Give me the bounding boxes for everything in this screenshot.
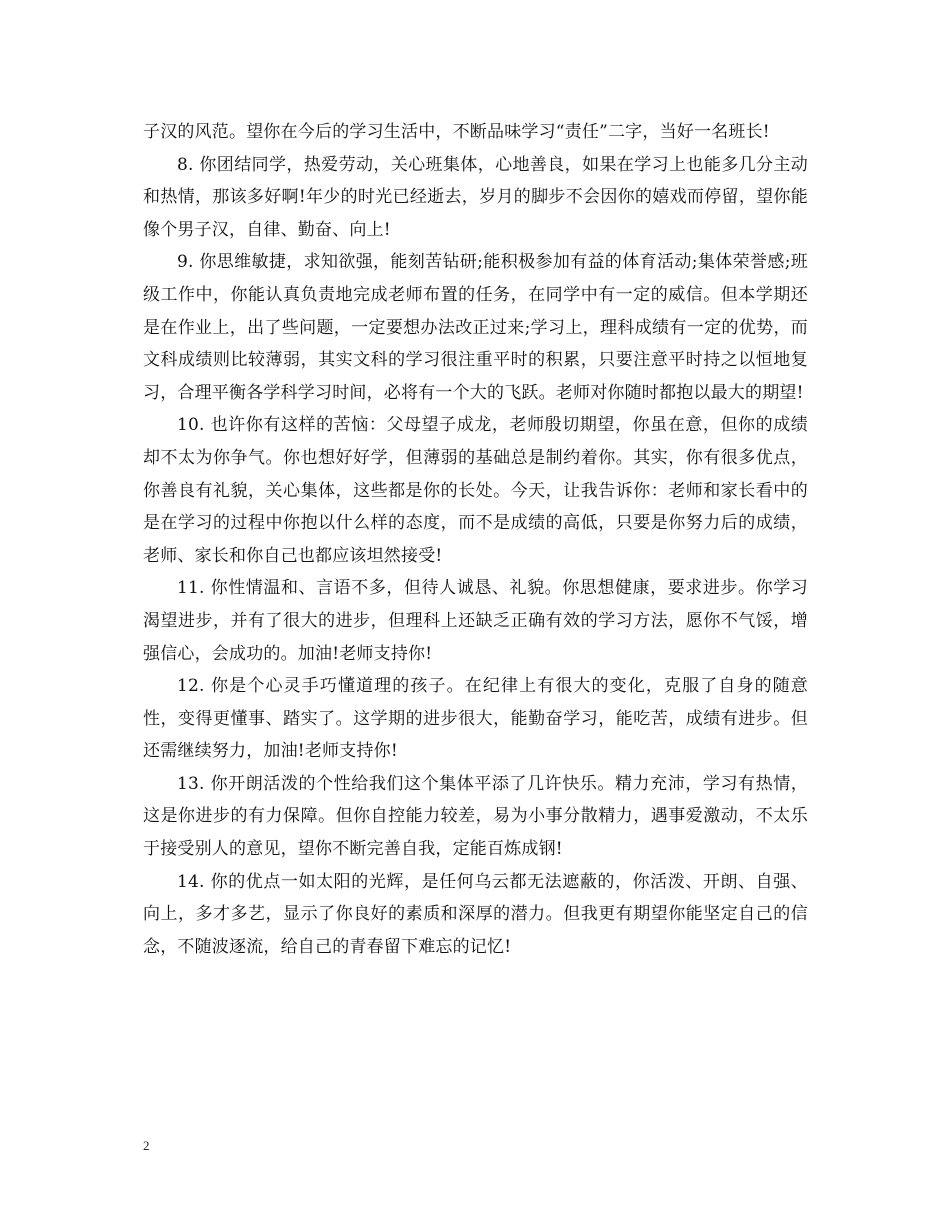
page-content <box>143 116 808 963</box>
paragraph-8: 8. 你团结同学，热爱劳动，关心班集体，心地善良，如果在学习上也能多几分主动和热情，那该多好啊!年少的时光已经逝去，岁月的脚步不会因你的嬉戏而停留，望你能像个男子汉，自律、勤奋、向上! <box>143 154 808 240</box>
paragraph-10: 10. 也许你有这样的苦恼：父母望子成龙，老师殷切期望，你虽在意，但你的成绩却不太为你争气。你也想好好学，但薄弱的基础总是制约着你。其实，你有很多优点，你善良有礼貌，关心集体，这些都是你的长处。今天，让我告诉你：老师和家长看中的是在学习的过程中你抱以什么样的态度，而不是成绩的高低，只要是你努力后的成绩，老师、家长和你自己也都应该坦然接受! <box>143 415 808 566</box>
paragraph-14: 14. 你的优点一如太阳的光辉，是任何乌云都无法遮蔽的，你活泼、开朗、自强、向上，多才多艺，显示了你良好的素质和深厚的潜力。但我更有期望你能坚定自己的信念，不随波逐流，给自己的青春留下难忘的记忆! <box>143 871 808 957</box>
paragraph-11: 11. 你性情温和、言语不多，但待人诚恳、礼貌。你思想健康，要求进步。你学习渴望进步，并有了很大的进步，但理科上还缺乏正确有效的学习方法，愿你不气馁，增强信心，会成功的。加油!老师支持你! <box>143 578 808 664</box>
paragraph-13: 13. 你开朗活泼的个性给我们这个集体平添了几许快乐。精力充沛，学习有热情，这是你进步的有力保障。但你自控能力较差，易为小事分散精力，遇事爱激动，不太乐于接受别人的意见，望你不断完善自我，定能百炼成钢! <box>143 773 808 860</box>
page-number: 2 <box>143 1138 150 1153</box>
paragraph-12: 12. 你是个心灵手巧懂道理的孩子。在纪律上有很大的变化，克服了自身的随意性，变得更懂事、踏实了。这学期的进步很大，能勤奋学习，能吃苦，成绩有进步。但还需继续努力，加油!老师支持你! <box>143 676 808 762</box>
paragraph-9: 9. 你思维敏捷，求知欲强，能刻苦钻研;能积极参加有益的体育活动;集体荣誉感;班级工作中，你能认真负责地完成老师布置的任务，在同学中有一定的威信。但本学期还是在作业上，出了些问题，一定要想办法改正过来;学习上，理科成绩有一定的优势，而文科成绩则比较薄弱，其实文科的学习很注重平时的积累，只要注意平时持之以恒地复习，合理平衡各学科学习时间，必将有一个大的飞跃。老师对你随时都抱以最大的期望! <box>143 252 808 403</box>
paragraph-continued: 子汉的风范。望你在今后的学习生活中，不断品味学习“责任”二字，当好一名班长! <box>143 122 770 142</box>
